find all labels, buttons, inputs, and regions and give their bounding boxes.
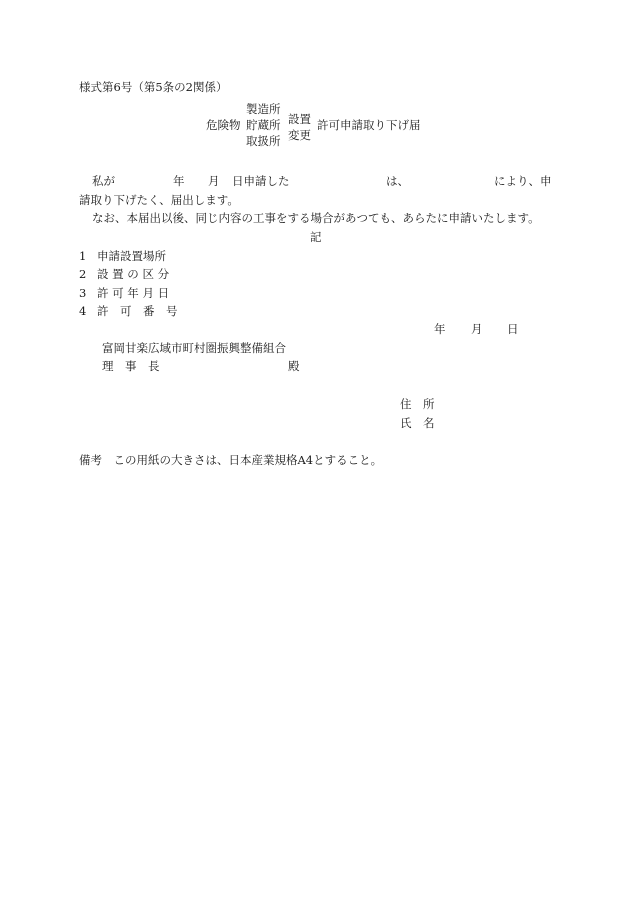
body-month: 月 bbox=[208, 174, 220, 188]
list-item-number: 3 bbox=[79, 286, 87, 300]
list-item-number: 1 bbox=[79, 249, 87, 263]
date-month: 月 bbox=[471, 322, 483, 336]
form-number-label: 様式第6号（第5条の2関係） bbox=[79, 80, 228, 94]
facility-type-stack bbox=[246, 101, 281, 149]
addressee-org: 富岡甘楽広域市町村圏振興整備組合 bbox=[102, 341, 286, 355]
body-watashi: 私が bbox=[92, 174, 115, 188]
body-day-applied: 日申請した bbox=[232, 174, 290, 188]
action-type: 変更 bbox=[288, 128, 311, 142]
action-type-stack bbox=[288, 111, 311, 143]
ki-heading: 記 bbox=[310, 230, 322, 244]
action-type: 設置 bbox=[288, 112, 311, 126]
body-line-3: なお、本届出以後、同じ内容の工事をする場合があつても、あらたに申請いたします。 bbox=[92, 211, 540, 225]
list-item-number: 4 bbox=[79, 304, 87, 318]
list-item-label: 許 可 年 月 日 bbox=[97, 286, 170, 300]
title-prefix: 危険物 bbox=[206, 118, 241, 132]
body-reason: により、申 bbox=[494, 174, 552, 188]
date-day: 日 bbox=[507, 322, 519, 336]
body-line-2: 請取り下げたく、届出します。 bbox=[79, 193, 239, 207]
list-item-number: 2 bbox=[79, 267, 87, 281]
facility-type: 貯蔵所 bbox=[246, 118, 281, 132]
applicant-address-label: 住 所 bbox=[400, 397, 435, 411]
addressee-title: 理 事 長 bbox=[102, 359, 160, 373]
list-item-label: 設 置 の 区 分 bbox=[97, 267, 170, 281]
list-item-label: 許 可 番 号 bbox=[97, 304, 178, 318]
title-suffix: 許可申請取り下げ届 bbox=[317, 118, 421, 132]
body-wa: は、 bbox=[386, 174, 409, 188]
date-year: 年 bbox=[434, 322, 446, 336]
facility-type: 取扱所 bbox=[246, 134, 281, 148]
applicant-name-label: 氏 名 bbox=[400, 416, 435, 430]
list-item-label: 申請設置場所 bbox=[97, 249, 166, 263]
remarks-note: 備考 この用紙の大きさは、日本産業規格A4とすること。 bbox=[79, 453, 383, 467]
facility-type: 製造所 bbox=[246, 102, 281, 116]
addressee-honorific: 殿 bbox=[288, 359, 300, 373]
body-year: 年 bbox=[173, 174, 185, 188]
